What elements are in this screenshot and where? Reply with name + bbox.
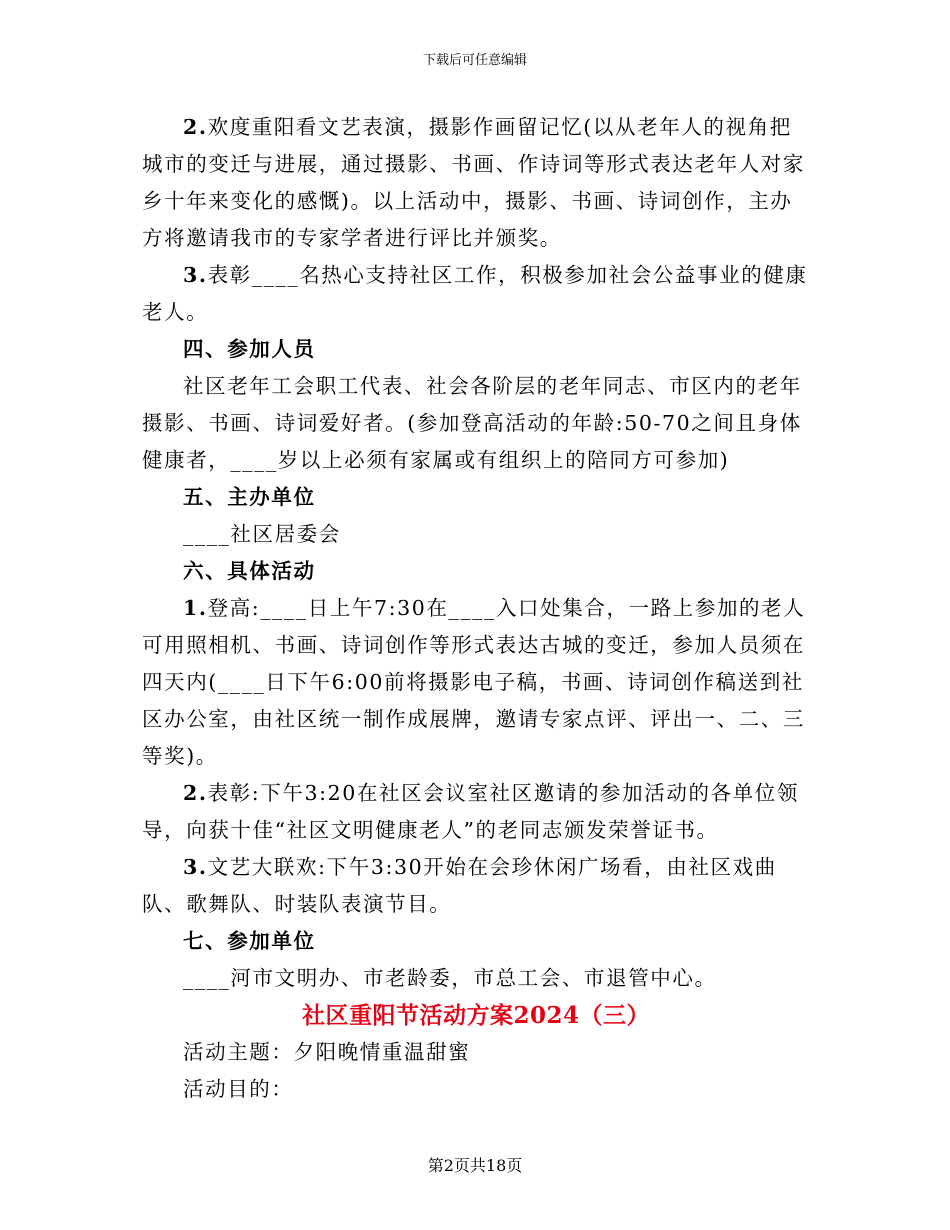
paragraph-text: 登高:____日上午7:30在____入口处集合，一路上参加的老人可用照相机、书画、诗词创作等形式表达古城的变迁，参加人员须在四天内(____日下午6:00前将摄影电子稿，书画、诗词创作稿送到社区办公室，由社区统一制作成展牌，邀请专家点评、评出一、二、三等奖)。 <box>142 596 806 768</box>
paragraph-activity-3 <box>142 257 810 331</box>
document-title: 社区重阳节活动方案2024（三） <box>301 1002 650 1029</box>
page-header: 下载后可任意编辑 <box>422 53 527 68</box>
section-heading-participants: 四、参加人员 <box>183 337 316 361</box>
list-number: 2. <box>183 781 208 805</box>
section-heading-organizer: 五、主办单位 <box>183 485 316 509</box>
document-body <box>142 109 810 1108</box>
paragraph-climbing <box>142 590 810 775</box>
paragraph-text: 欢度重阳看文艺表演，摄影作画留记忆(以从老年人的视角把城市的变迁与进展，通过摄影、书画、作诗词等形式表达老年人对家乡十年来变化的感慨)。以上活动中，摄影、书画、诗词创作，主办方将邀请我市的专家学者进行评比并颁奖。 <box>142 115 805 250</box>
paragraph-text: 文艺大联欢:下午3:30开始在会珍休闲广场看，由社区戏曲队、歌舞队、时装队表演节目。 <box>142 855 777 916</box>
list-number: 3. <box>183 855 208 879</box>
paragraph-theme: 活动主题：夕阳晚情重温甜蜜 <box>183 1040 471 1064</box>
list-number: 3. <box>183 263 208 287</box>
paragraph-text: 表彰:下午3:20在社区会议室社区邀请的参加活动的各单位领导，向获十佳“社区文明健康老人”的老同志颁发荣誉证书。 <box>142 781 799 842</box>
list-number: 2. <box>183 115 208 139</box>
paragraph-organizer: ____社区居委会 <box>183 522 341 546</box>
paragraph-text: 表彰____名热心支持社区工作，积极参加社会公益事业的健康老人。 <box>142 263 808 324</box>
paragraph-activity-2 <box>142 109 810 257</box>
paragraph-performance <box>142 849 810 923</box>
section-heading-activities: 六、具体活动 <box>183 559 316 583</box>
paragraph-participants: 社区老年工会职工代表、社会各阶层的老年同志、市区内的老年摄影、书画、诗词爱好者。(参加登高活动的年龄:50-70之间且身体健康者，____岁以上必须有家属或有组织上的陪同方可参加) <box>142 374 802 472</box>
paragraph-commendation <box>142 775 810 849</box>
page-footer: 第2页共18页 <box>427 1156 523 1175</box>
paragraph-units: ____河市文明办、市老龄委，市总工会、市退管中心。 <box>183 966 717 990</box>
paragraph-purpose: 活动目的： <box>183 1077 294 1101</box>
list-number: 1. <box>183 596 208 620</box>
section-heading-units: 七、参加单位 <box>183 929 316 953</box>
